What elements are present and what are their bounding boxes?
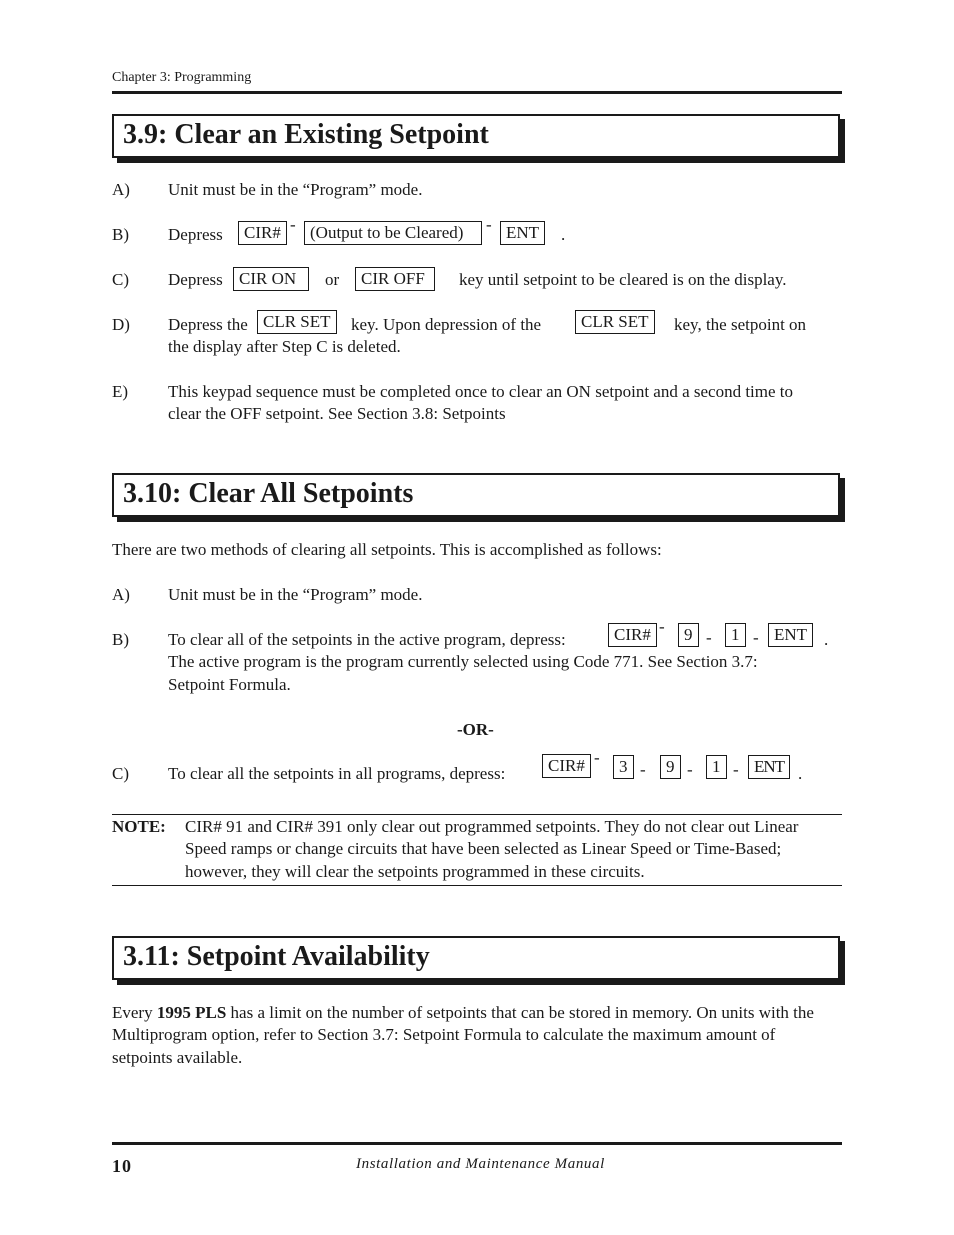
note-top-rule: [112, 814, 842, 815]
s310-b-line3: Setpoint Formula.: [168, 675, 291, 694]
cir-key: CIR#: [542, 754, 591, 778]
s311-line1: [112, 1002, 814, 1024]
s310-c-lead: To clear all the setpoints in all programs, depress:: [168, 764, 506, 783]
period: .: [824, 630, 829, 649]
section-3-11-heading-box: [112, 936, 840, 980]
dash: -: [733, 760, 739, 779]
header-rule: [112, 91, 842, 94]
dash: -: [659, 617, 665, 636]
or-separator: -OR-: [457, 720, 494, 739]
s39-d-line2: the display after Step C is deleted.: [168, 337, 401, 356]
dash: -: [706, 628, 712, 647]
s311-line2: Multiprogram option, refer to Section 3.7: Setpoint Formula to calculate the maximum amount of: [112, 1025, 776, 1044]
s311-post: has a limit on the number of setpoints that can be stored in memory. On units with the: [226, 1003, 814, 1022]
section-3-9-heading-box: [112, 114, 840, 158]
dash: -: [290, 215, 296, 234]
s310-b-line2: The active program is the program currently selected using Code 771. See Section 3.7:: [168, 652, 758, 671]
output-key: (Output to be Cleared): [304, 221, 482, 245]
s39-a-text: Unit must be in the “Program” mode.: [168, 180, 423, 199]
s39-d-letter: D): [112, 315, 130, 334]
cir-key: CIR#: [608, 623, 657, 647]
s310-a-text: Unit must be in the “Program” mode.: [168, 585, 423, 604]
s39-d-tail: key, the setpoint on: [674, 315, 807, 334]
section-3-10-heading-box: [112, 473, 840, 517]
clr-set-key: CLR SET: [575, 310, 655, 334]
s39-b-lead: Depress: [168, 225, 223, 244]
note-line3: however, they will clear the setpoints programmed in these circuits.: [185, 862, 645, 881]
digit-key: 1: [725, 623, 746, 647]
note-line1: CIR# 91 and CIR# 391 only clear out programmed setpoints. They do not clear out Linear: [185, 817, 799, 836]
ent-key: ENT: [768, 623, 813, 647]
s310-c-letter: C): [112, 764, 129, 783]
section-3-11-title: 3.11: Setpoint Availability: [123, 941, 430, 972]
dash: -: [594, 748, 600, 767]
cir-on-key: CIR ON: [233, 267, 309, 291]
cir-off-key: CIR OFF: [355, 267, 435, 291]
note-label: NOTE:: [112, 817, 166, 836]
manual-title: Installation and Maintenance Manual: [356, 1156, 605, 1172]
s39-d-lead: Depress the: [168, 315, 248, 334]
dash: -: [687, 760, 693, 779]
s39-d-mid: key. Upon depression of the: [351, 315, 542, 334]
digit-key: 9: [660, 755, 681, 779]
period: .: [561, 225, 566, 244]
dash: -: [753, 628, 759, 647]
clr-set-key: CLR SET: [257, 310, 337, 334]
ent-key: ENT: [500, 221, 545, 245]
ent-key: ENT: [748, 755, 790, 779]
chapter-header: Chapter 3: Programming: [112, 70, 252, 85]
s310-intro: There are two methods of clearing all setpoints. This is accomplished as follows:: [112, 540, 662, 559]
section-3-10-title: 3.10: Clear All Setpoints: [123, 478, 414, 509]
s39-e-line1: This keypad sequence must be completed once to clear an ON setpoint and a second time to: [168, 382, 794, 401]
s310-b-letter: B): [112, 630, 129, 649]
digit-key: 9: [678, 623, 699, 647]
s310-b-lead: To clear all of the setpoints in the active program, depress:: [168, 630, 566, 649]
s39-c-lead: Depress: [168, 270, 223, 289]
s39-b-letter: B): [112, 225, 129, 244]
page-number: 10: [112, 1156, 132, 1176]
cir-key: CIR#: [238, 221, 287, 245]
dash: -: [640, 760, 646, 779]
digit-key: 3: [613, 755, 634, 779]
note-bottom-rule: [112, 885, 842, 886]
s39-e-line2: clear the OFF setpoint. See Section 3.8: Setpoints: [168, 404, 506, 423]
s39-e-letter: E): [112, 382, 129, 401]
period: .: [798, 764, 803, 783]
s311-line3: setpoints available.: [112, 1048, 243, 1067]
s39-c-tail: key until setpoint to be cleared is on the display.: [459, 270, 787, 289]
s310-a-letter: A): [112, 585, 130, 604]
s311-pre: Every: [112, 1003, 157, 1022]
product-name: 1995 PLS: [156, 1003, 227, 1022]
section-3-9-title: 3.9: Clear an Existing Setpoint: [123, 119, 489, 150]
dash: -: [486, 215, 492, 234]
s39-a-letter: A): [112, 180, 130, 199]
s39-c-or: or: [325, 270, 340, 289]
note-line2: Speed ramps or change circuits that have been selected as Linear Speed or Time-Based;: [185, 839, 782, 858]
footer-rule: [112, 1142, 842, 1145]
s39-c-letter: C): [112, 270, 129, 289]
digit-key: 1: [706, 755, 727, 779]
